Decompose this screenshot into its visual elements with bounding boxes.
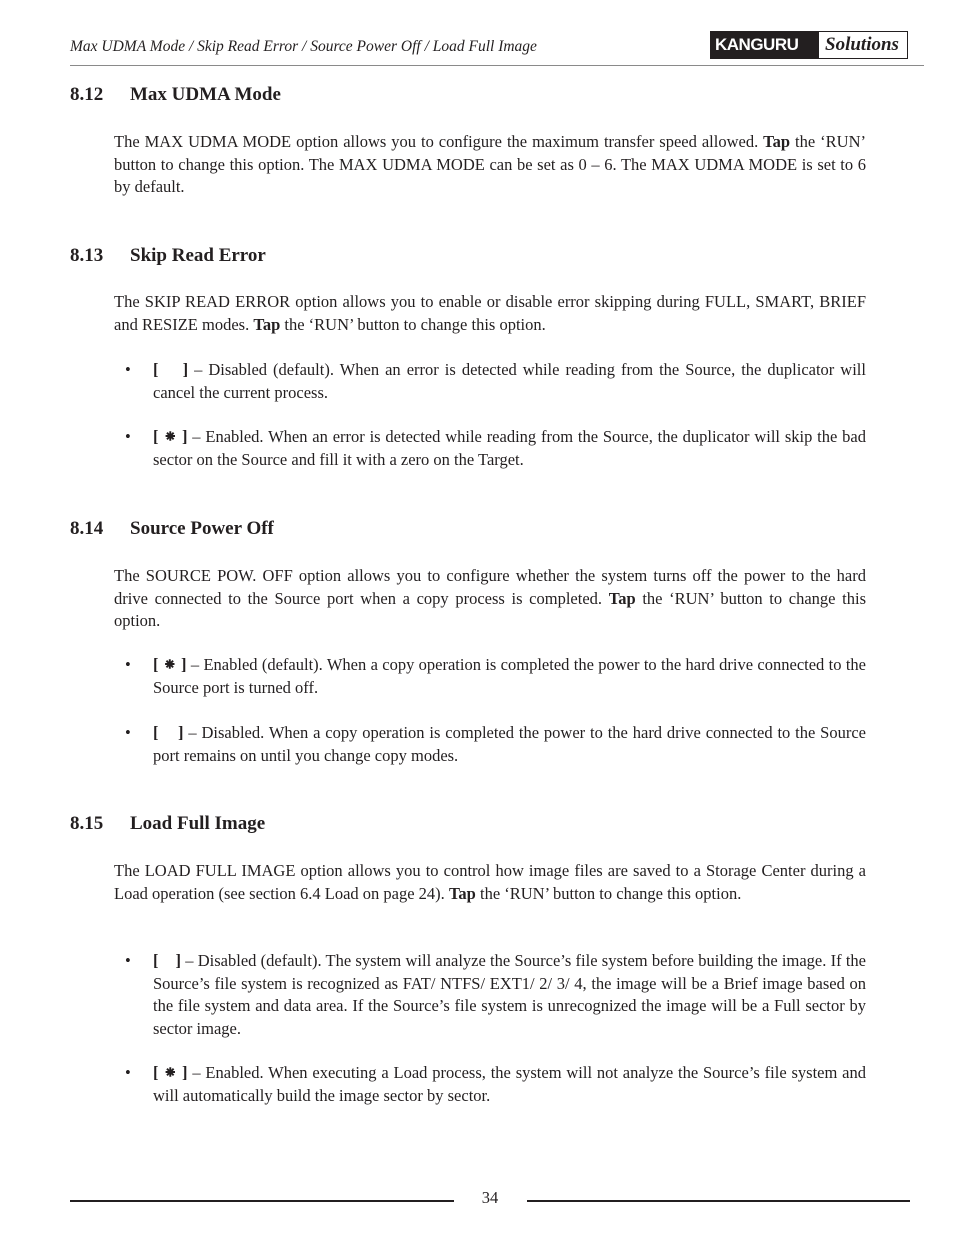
- logo-wordmark: KANGURU: [711, 32, 819, 58]
- list-item: [125, 359, 866, 404]
- tap-keyword: Tap: [448, 883, 476, 903]
- option-mark: [ ]: [153, 723, 184, 742]
- tap-keyword: Tap: [763, 132, 791, 151]
- list-item: [125, 950, 866, 1040]
- bullet-symbol: •: [125, 723, 131, 742]
- bullet-symbol: •: [125, 1063, 131, 1082]
- logo-tagline: Solutions: [825, 34, 899, 55]
- tap-keyword: Tap: [608, 588, 636, 608]
- list-item-text: – Disabled (default). When an error is detected while reading from the Source, the duplicator will cancel the current process.: [153, 360, 866, 402]
- section-number: 8.15: [70, 813, 104, 834]
- paragraph-text: the ‘RUN’ button to change this option.: [280, 314, 546, 334]
- paragraph-text: The LOAD FULL IMAGE option allows you to control how image files are saved to a Storage Center during a Load operation (see section 6.4 Load on page 24).: [114, 861, 866, 903]
- paragraph-text: the ‘RUN’ button to change this option. The MAX UDMA MODE can be set as 0 – 6. The MAX UDMA MODE is set to 6 by default.: [114, 132, 866, 196]
- bullet-symbol: •: [125, 951, 131, 970]
- section-title: Max UDMA Mode: [130, 84, 281, 105]
- paragraph-text: The MAX UDMA MODE option allows you to configure the maximum transfer speed allowed.: [114, 132, 764, 151]
- option-mark: [ ]: [153, 951, 181, 970]
- running-header-title: Max UDMA Mode / Skip Read Error / Source Power Off / Load Full Image: [70, 38, 537, 55]
- list-item: [125, 1062, 866, 1107]
- kanguru-logo: [710, 31, 908, 59]
- list-item-text: – Enabled. When an error is detected while reading from the Source, the duplicator will skip the bad sector on the Source and fill it with a zero on the Target.: [153, 427, 866, 469]
- section-title: Source Power Off: [130, 518, 274, 539]
- paragraph-text: the ‘RUN’ button to change this option.: [475, 883, 742, 903]
- bullet-symbol: •: [125, 655, 131, 674]
- bullet-symbol: •: [125, 360, 131, 379]
- option-mark: [ ⁕ ]: [153, 427, 188, 446]
- section-heading-8-13: [70, 245, 266, 267]
- page-number: 34: [481, 1188, 499, 1207]
- section-paragraph: [114, 131, 866, 199]
- footer-rule-right: [527, 1200, 910, 1202]
- list-item-text: – Disabled (default). The system will analyze the Source’s file system before building the image. If the Source’s file system is recognized as FAT/ NTFS/ EXT1/ 2/ 3/ 4, the image will be a Brief image based on the file system and data area. If the Source’s file system is unrecognized the image will be a Full sector by sector image.: [153, 951, 866, 1038]
- list-item-text: – Enabled. When executing a Load process, the system will not analyze the Source’s file system and will automatically build the image sector by sector.: [153, 1063, 866, 1105]
- list-item-text: – Disabled. When a copy operation is completed the power to the hard drive connected to the Source port remains on until you change copy modes.: [153, 723, 866, 765]
- section-paragraph: [114, 565, 866, 633]
- option-mark: [ ⁕ ]: [153, 1063, 188, 1082]
- list-item: [125, 654, 866, 699]
- section-number: 8.14: [70, 518, 104, 539]
- paragraph-text: The SOURCE POW. OFF option allows you to configure whether the system turns off the power to the hard drive connected to the Source port when a copy process is completed.: [114, 566, 866, 608]
- section-number: 8.12: [70, 84, 104, 105]
- section-title: Load Full Image: [130, 813, 266, 834]
- list-item: [125, 722, 866, 767]
- section-number: 8.13: [70, 245, 104, 266]
- footer-rule-left: [70, 1200, 454, 1202]
- bullet-symbol: •: [125, 427, 131, 446]
- paragraph-text: The SKIP READ ERROR option allows you to enable or disable error skipping during FULL, SMART, BRIEF and RESIZE modes.: [114, 292, 866, 334]
- paragraph-text: the ‘RUN’ button to change this option.: [114, 588, 866, 630]
- section-paragraph: [114, 291, 866, 336]
- header-divider: [70, 65, 924, 66]
- section-heading-8-15: [70, 813, 265, 835]
- tap-keyword: Tap: [253, 314, 281, 334]
- section-paragraph: [114, 860, 866, 905]
- list-item-text: – Enabled (default). When a copy operation is completed the power to the hard drive connected to the Source port is turned off.: [153, 655, 866, 697]
- option-mark: [ ]: [153, 360, 189, 379]
- section-title: Skip Read Error: [130, 245, 266, 266]
- list-item: [125, 426, 866, 471]
- option-mark: [ ⁕ ]: [153, 655, 187, 674]
- section-heading-8-12: [70, 84, 281, 106]
- section-heading-8-14: [70, 518, 274, 540]
